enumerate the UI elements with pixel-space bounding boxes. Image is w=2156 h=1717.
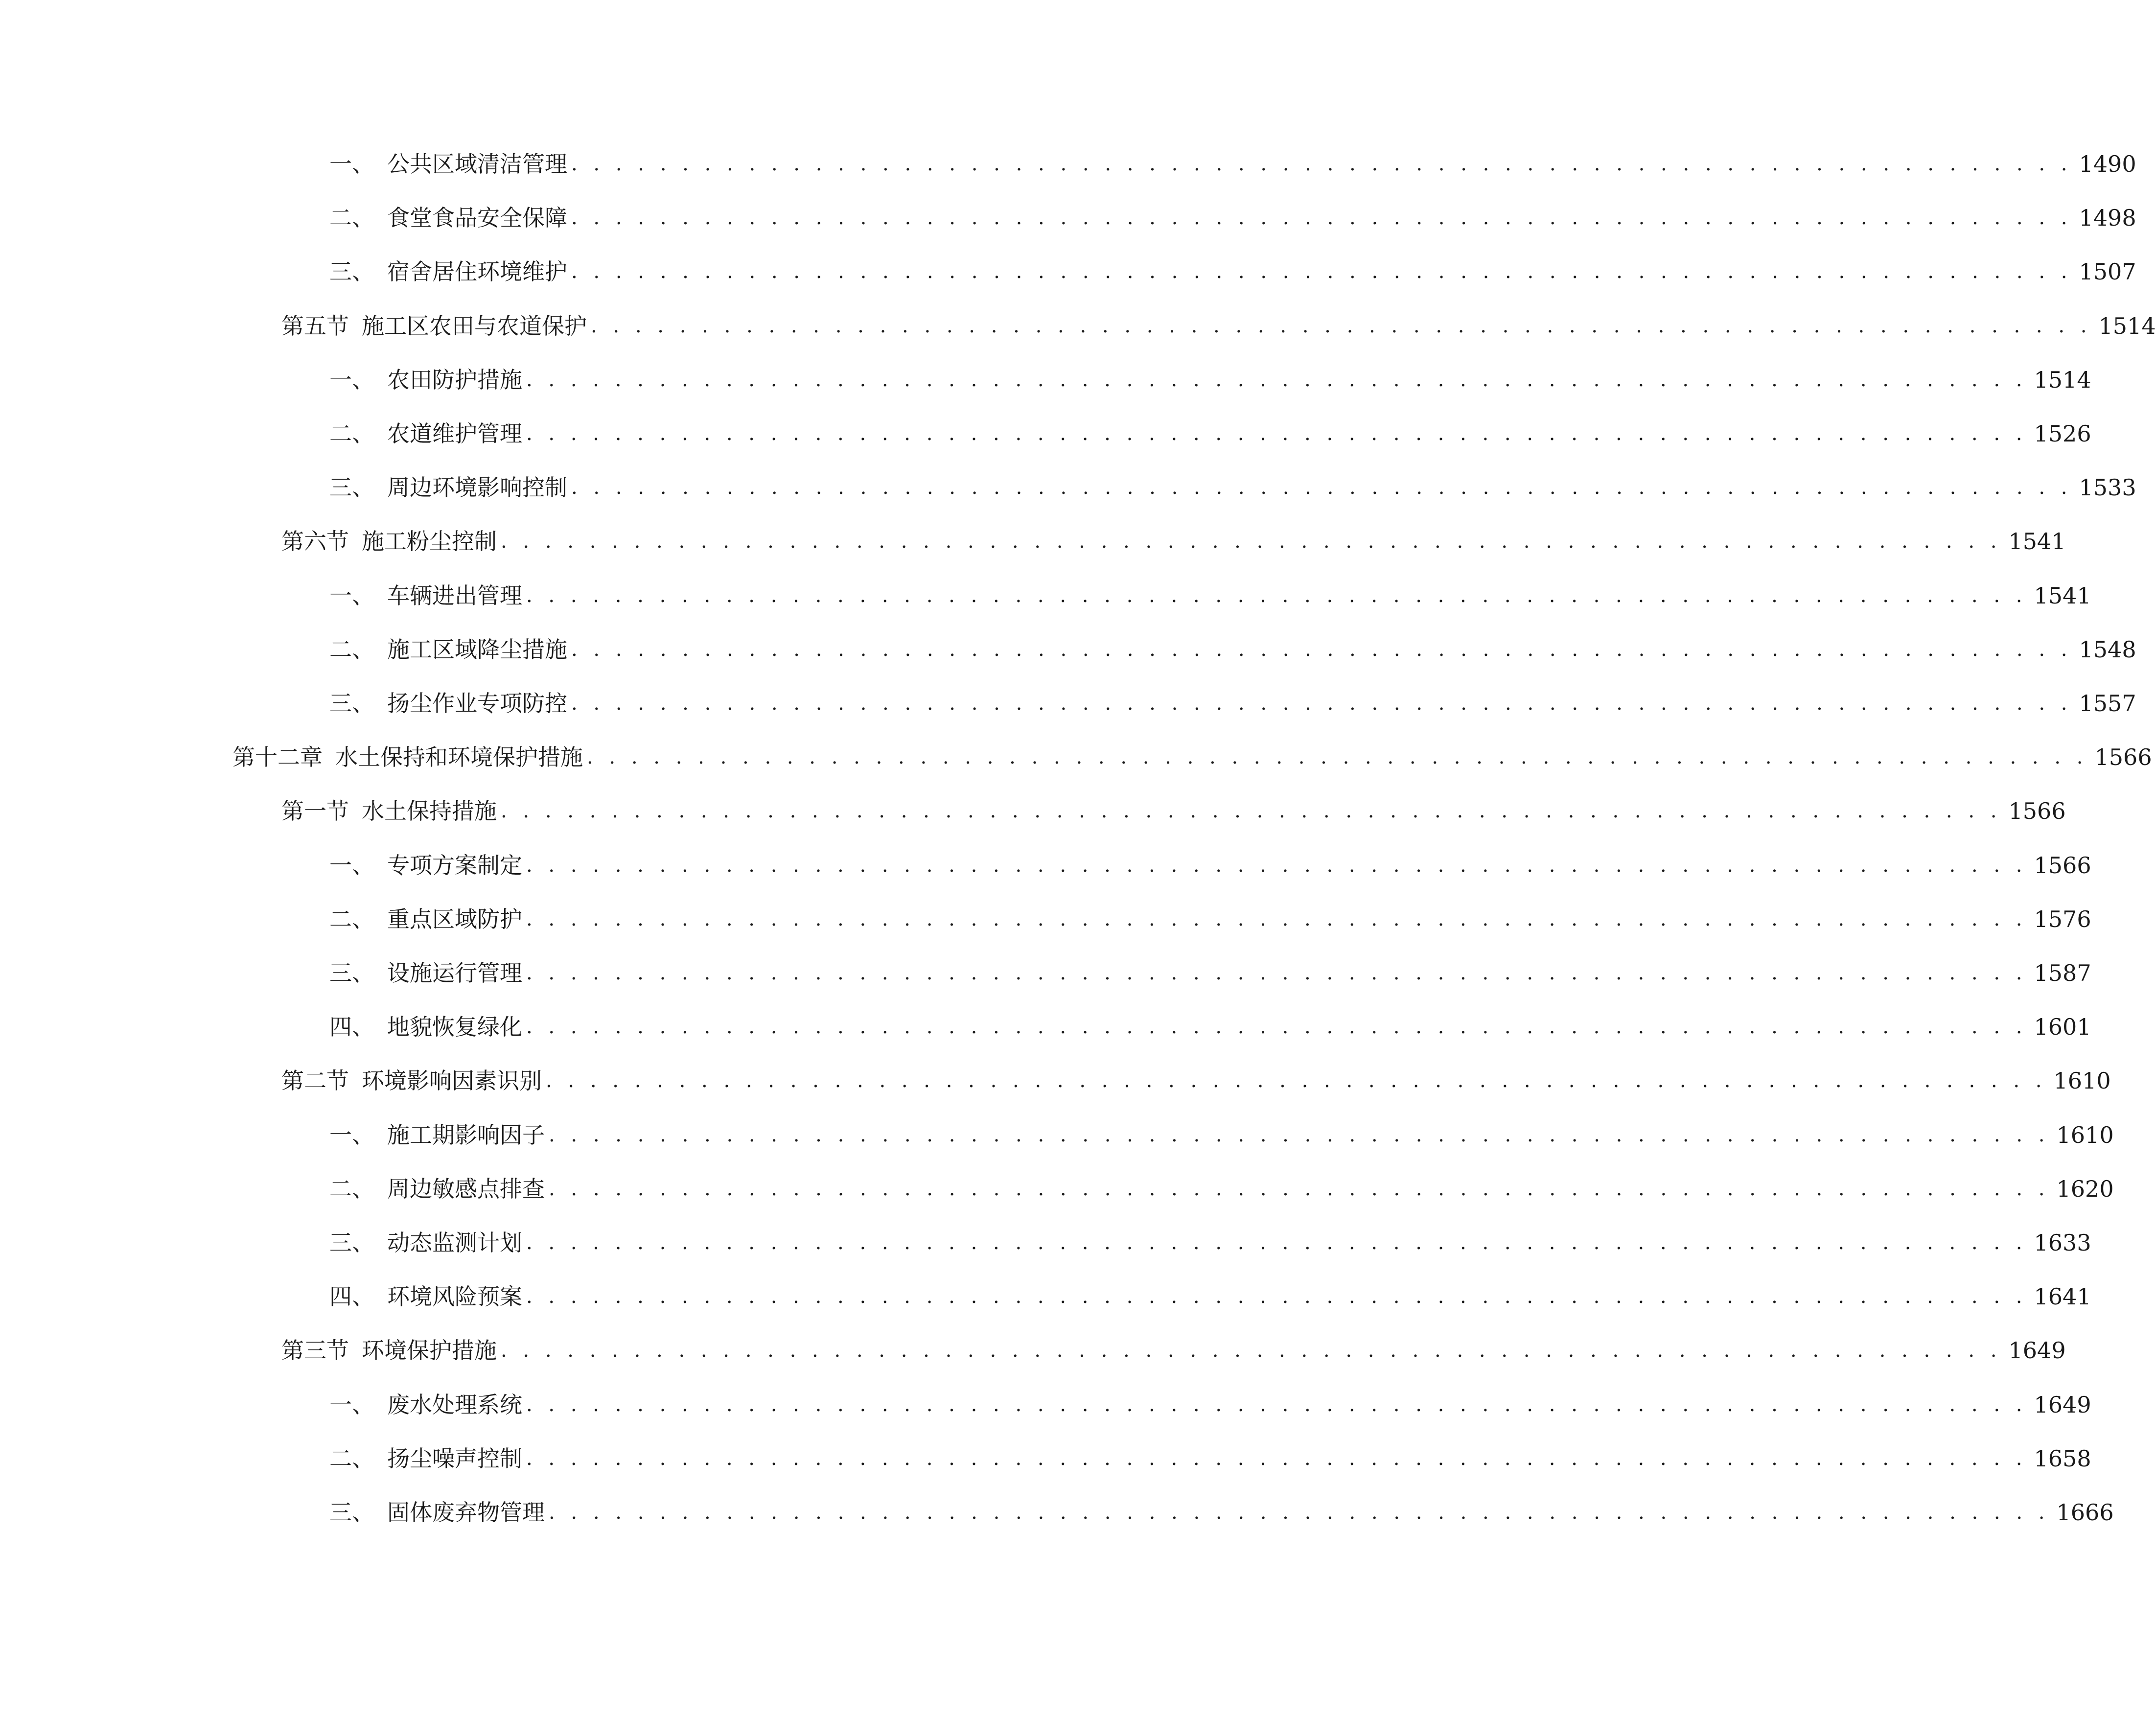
toc-entry-title: 食堂食品安全保障 [387,205,567,231]
toc-entry-number: 二、 [329,1445,374,1472]
dot-leader: . . . . . . . . . . . . . . . . . . . . . . . . . . . . . . . . . . . . . . . . . . . . . . . . . . . . . . . . . . . . . . . . . . . . [571,692,2072,715]
dot-leader: . . . . . . . . . . . . . . . . . . . . . . . . . . . . . . . . . . . . . . . . . . . . . . . . . . . . . . . . . . . . . . . . . . . . [526,1285,2027,1308]
toc-entry-item[interactable] [329,946,2091,1000]
toc-entry-page-number: 1541 [2008,528,2066,555]
toc-entry-page-number: 1566 [2094,744,2152,770]
dot-leader: . . . . . . . . . . . . . . . . . . . . . . . . . . . . . . . . . . . . . . . . . . . . . . . . . . . . . . . . . . . . . . . . . . . . [571,207,2072,229]
toc-entry-item[interactable] [329,1270,2091,1323]
toc-entry-item[interactable] [329,407,2091,461]
dot-leader: . . . . . . . . . . . . . . . . . . . . . . . . . . . . . . . . . . . . . . . . . . . . . . . . . . . . . . . . . . . . . . . . . . . . [571,153,2072,175]
toc-entry-item[interactable] [329,838,2091,892]
toc-entry-number: 二、 [329,906,374,932]
toc-entry-page-number: 1557 [2079,690,2136,717]
toc-entry-page-number: 1649 [2008,1337,2066,1364]
toc-entry-page-number: 1566 [2008,798,2066,824]
toc-entry-number: 第三节 [281,1337,349,1364]
toc-entry-chapter[interactable] [232,730,2152,784]
toc-entry-number: 二、 [329,420,374,447]
toc-entry-item[interactable] [329,1108,2114,1162]
toc-entry-section[interactable] [281,514,2066,568]
toc-entry-page-number: 1507 [2079,258,2136,285]
toc-entry-number: 二、 [329,1176,374,1202]
toc-entry-item[interactable] [329,676,2136,730]
toc-entry-number: 一、 [329,852,374,879]
toc-entry-number: 第十二章 [232,744,323,770]
toc-entry-page-number: 1514 [2034,367,2091,393]
toc-entry-page-number: 1601 [2034,1014,2091,1040]
toc-entry-title: 环境风险预案 [387,1283,522,1310]
toc-entry-section[interactable] [281,1323,2066,1377]
toc-entry-number: 一、 [329,582,374,609]
toc-entry-page-number: 1566 [2034,852,2091,879]
dot-leader: . . . . . . . . . . . . . . . . . . . . . . . . . . . . . . . . . . . . . . . . . . . . . . . . . . . . . . . . . . . . . . . . . . . . [501,800,2002,822]
toc-entry-title: 重点区域防护 [387,906,522,932]
toc-entry-page-number: 1666 [2056,1499,2114,1526]
toc-entry-number: 第二节 [281,1067,349,1094]
dot-leader: . . . . . . . . . . . . . . . . . . . . . . . . . . . . . . . . . . . . . . . . . . . . . . . . . . . . . . . . . . . . . . . . . . . . [501,1339,2002,1362]
toc-entry-title: 水土保持措施 [362,798,497,824]
toc-entry-number: 一、 [329,151,374,177]
toc-entry-number: 三、 [329,690,374,717]
toc-entry-page-number: 1658 [2034,1445,2091,1472]
dot-leader: . . . . . . . . . . . . . . . . . . . . . . . . . . . . . . . . . . . . . . . . . . . . . . . . . . . . . . . . . . . . . . . . . . . . [526,908,2027,930]
toc-entry-title: 扬尘作业专项防控 [387,690,567,717]
toc-entry-item[interactable] [329,461,2136,514]
toc-entry-title: 环境影响因素识别 [362,1067,542,1094]
toc-entry-item[interactable] [329,569,2091,623]
toc-entry-title: 农田防护措施 [387,367,522,393]
toc-entry-title: 施工区农田与农道保护 [362,313,587,339]
toc-entry-page-number: 1649 [2034,1392,2091,1418]
toc-entry-page-number: 1514 [2098,313,2156,339]
toc-entry-page-number: 1610 [2056,1122,2114,1148]
toc-entry-number: 三、 [329,960,374,986]
toc-entry-title: 环境保护措施 [362,1337,497,1364]
toc-entry-page-number: 1533 [2079,474,2136,501]
dot-leader: . . . . . . . . . . . . . . . . . . . . . . . . . . . . . . . . . . . . . . . . . . . . . . . . . . . . . . . . . . . . . . . . . . . . [546,1069,2047,1092]
toc-entry-item[interactable] [329,1485,2114,1539]
toc-entry-title: 施工期影响因子 [387,1122,545,1148]
toc-entry-item[interactable] [329,1432,2091,1485]
dot-leader: . . . . . . . . . . . . . . . . . . . . . . . . . . . . . . . . . . . . . . . . . . . . . . . . . . . . . . . . . . . . . . . . . . . . [571,476,2072,499]
toc-entry-item[interactable] [329,137,2136,191]
toc-entry-title: 公共区域清洁管理 [387,151,567,177]
toc-entry-number: 第六节 [281,528,349,555]
toc-entry-item[interactable] [329,892,2091,946]
toc-entry-title: 周边环境影响控制 [387,474,567,501]
toc-entry-title: 宿舍居住环境维护 [387,258,567,285]
toc-entry-number: 三、 [329,258,374,285]
toc-entry-item[interactable] [329,1162,2114,1216]
toc-entry-title: 施工区域降尘措施 [387,636,567,663]
dot-leader: . . . . . . . . . . . . . . . . . . . . . . . . . . . . . . . . . . . . . . . . . . . . . . . . . . . . . . . . . . . . . . . . . . . . [526,1231,2027,1254]
toc-entry-item[interactable] [329,353,2091,407]
dot-leader: . . . . . . . . . . . . . . . . . . . . . . . . . . . . . . . . . . . . . . . . . . . . . . . . . . . . . . . . . . . . . . . . . . . . [549,1124,2050,1146]
dot-leader: . . . . . . . . . . . . . . . . . . . . . . . . . . . . . . . . . . . . . . . . . . . . . . . . . . . . . . . . . . . . . . . . . . . . [526,854,2027,877]
toc-entry-title: 施工粉尘控制 [362,528,497,555]
dot-leader: . . . . . . . . . . . . . . . . . . . . . . . . . . . . . . . . . . . . . . . . . . . . . . . . . . . . . . . . . . . . . . . . . . . . [591,315,2092,337]
dot-leader: . . . . . . . . . . . . . . . . . . . . . . . . . . . . . . . . . . . . . . . . . . . . . . . . . . . . . . . . . . . . . . . . . . . . [526,962,2027,984]
toc-entry-number: 一、 [329,1122,374,1148]
dot-leader: . . . . . . . . . . . . . . . . . . . . . . . . . . . . . . . . . . . . . . . . . . . . . . . . . . . . . . . . . . . . . . . . . . . . [526,584,2027,607]
toc-entry-page-number: 1548 [2079,636,2136,663]
dot-leader: . . . . . . . . . . . . . . . . . . . . . . . . . . . . . . . . . . . . . . . . . . . . . . . . . . . . . . . . . . . . . . . . . . . . [571,260,2072,283]
toc-entry-item[interactable] [329,245,2136,299]
toc-entry-number: 一、 [329,1392,374,1418]
toc-entry-item[interactable] [329,1216,2091,1270]
toc-entry-page-number: 1498 [2079,205,2136,231]
toc-entry-number: 三、 [329,1499,374,1526]
toc-entry-title: 设施运行管理 [387,960,522,986]
toc-entry-page-number: 1541 [2034,582,2091,609]
dot-leader: . . . . . . . . . . . . . . . . . . . . . . . . . . . . . . . . . . . . . . . . . . . . . . . . . . . . . . . . . . . . . . . . . . . . [549,1178,2050,1200]
dot-leader: . . . . . . . . . . . . . . . . . . . . . . . . . . . . . . . . . . . . . . . . . . . . . . . . . . . . . . . . . . . . . . . . . . . . [501,530,2002,553]
dot-leader: . . . . . . . . . . . . . . . . . . . . . . . . . . . . . . . . . . . . . . . . . . . . . . . . . . . . . . . . . . . . . . . . . . . . [526,369,2027,391]
toc-entry-title: 水土保持和环境保护措施 [335,744,583,770]
dot-leader: . . . . . . . . . . . . . . . . . . . . . . . . . . . . . . . . . . . . . . . . . . . . . . . . . . . . . . . . . . . . . . . . . . . . [526,1016,2027,1038]
dot-leader: . . . . . . . . . . . . . . . . . . . . . . . . . . . . . . . . . . . . . . . . . . . . . . . . . . . . . . . . . . . . . . . . . . . . [587,746,2088,768]
toc-entry-page-number: 1620 [2056,1176,2114,1202]
dot-leader: . . . . . . . . . . . . . . . . . . . . . . . . . . . . . . . . . . . . . . . . . . . . . . . . . . . . . . . . . . . . . . . . . . . . [526,1393,2027,1416]
toc-entry-page-number: 1633 [2034,1230,2091,1256]
toc-entry-item[interactable] [329,191,2136,245]
toc-entry-section[interactable] [281,299,2156,353]
toc-entry-page-number: 1587 [2034,960,2091,986]
dot-leader: . . . . . . . . . . . . . . . . . . . . . . . . . . . . . . . . . . . . . . . . . . . . . . . . . . . . . . . . . . . . . . . . . . . . [526,1447,2027,1470]
toc-entry-title: 农道维护管理 [387,420,522,447]
toc-entry-page-number: 1641 [2034,1283,2091,1310]
toc-entry-page-number: 1490 [2079,151,2136,177]
toc-entry-number: 四、 [329,1283,374,1310]
toc-entry-title: 动态监测计划 [387,1230,522,1256]
toc-entry-title: 车辆进出管理 [387,582,522,609]
toc-entry-section[interactable] [281,784,2066,838]
toc-entry-number: 二、 [329,636,374,663]
toc-entry-number: 三、 [329,1230,374,1256]
toc-entry-title: 扬尘噪声控制 [387,1445,522,1472]
toc-entry-page-number: 1576 [2034,906,2091,932]
toc-entry-item[interactable] [329,1000,2091,1054]
toc-entry-title: 周边敏感点排查 [387,1176,545,1202]
toc-entry-page-number: 1526 [2034,420,2091,447]
toc-entry-title: 废水处理系统 [387,1392,522,1418]
toc-entry-number: 三、 [329,474,374,501]
toc-entry-section[interactable] [281,1054,2111,1108]
toc-entry-number: 一、 [329,367,374,393]
dot-leader: . . . . . . . . . . . . . . . . . . . . . . . . . . . . . . . . . . . . . . . . . . . . . . . . . . . . . . . . . . . . . . . . . . . . [571,638,2072,661]
toc-entry-item[interactable] [329,1378,2091,1432]
toc-entry-number: 第五节 [281,313,349,339]
toc-entry-title: 固体废弃物管理 [387,1499,545,1526]
dot-leader: . . . . . . . . . . . . . . . . . . . . . . . . . . . . . . . . . . . . . . . . . . . . . . . . . . . . . . . . . . . . . . . . . . . . [549,1501,2050,1524]
toc-entry-number: 二、 [329,205,374,231]
toc-entry-item[interactable] [329,623,2136,676]
toc-entry-title: 地貌恢复绿化 [387,1014,522,1040]
toc-entry-title: 专项方案制定 [387,852,522,879]
dot-leader: . . . . . . . . . . . . . . . . . . . . . . . . . . . . . . . . . . . . . . . . . . . . . . . . . . . . . . . . . . . . . . . . . . . . [526,422,2027,445]
toc-entry-page-number: 1610 [2053,1067,2111,1094]
toc-entry-number: 第一节 [281,798,349,824]
toc-entry-number: 四、 [329,1014,374,1040]
